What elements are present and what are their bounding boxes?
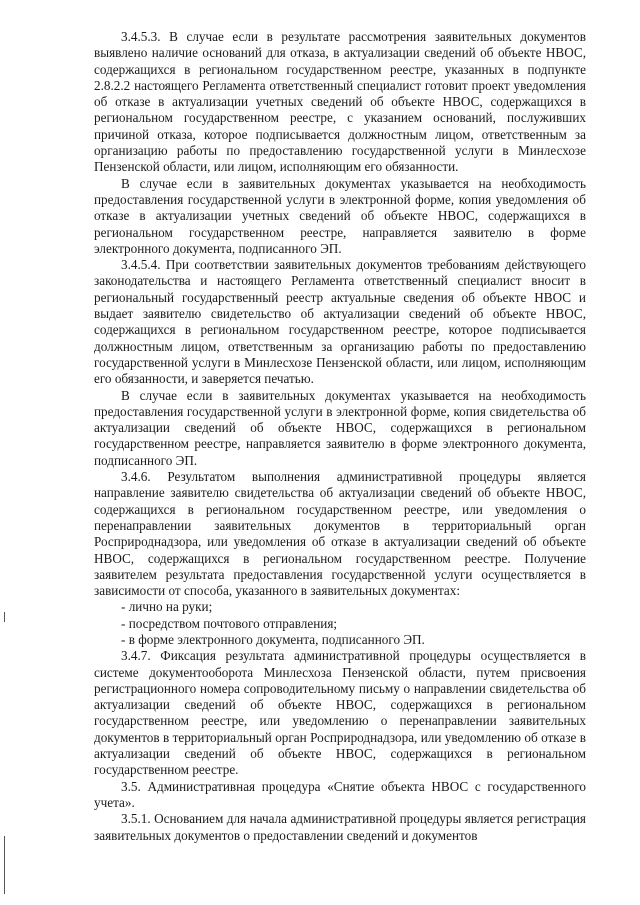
list-item-electronic: - в форме электронного документа, подписанного ЭП. — [121, 631, 425, 647]
paragraph-3-4-6: 3.4.6. Результатом выполнения административной процедуры является направление заявителю свидетельства об актуализации сведений об объекте НВОС, содержащихся в региональном государственном реестре, или уведомления о перенаправлении заявительных документов в территориальный орган Росприроднадзора, или уведомления об отказе в актуализации сведений об объекте НВОС, содержащихся в региональном государственном реестре. Получение заявителем результата предоставления государственной услуги осуществляется в зависимости от способа, указанного в заявительных документах: — [94, 469, 586, 599]
paragraph-3-5-1: 3.5.1. Основанием для начала административной процедуры является регистрация заявительных документов о предоставлении сведений и документов — [94, 811, 586, 843]
paragraph-electronic-certificate: В случае если в заявительных документах указывается на необходимость предоставления государственной услуги в электронной форме, копия свидетельства об актуализации сведений об объекте НВОС, содержащихся в региональном государственном реестре, направляется заявителю в форме электронного документа, подписанного ЭП. — [94, 387, 586, 468]
margin-scan-line-bottom — [4, 836, 5, 894]
paragraph-3-4-5-4: 3.4.5.4. При соответствии заявительных документов требованиям действующего законодательства и настоящего Регламента ответственный специалист вносит в региональный государственный реестр актуальные сведения об объекте НВОС и выдает заявителю свидетельство об актуализации сведений об объекте НВОС, содержащихся в региональном государственном реестре, которое подписывается должностным лицом, ответственным за организацию работы по предоставлению государственной услуги в Минлесхозе Пензенской области, или лицом, исполняющим его обязанности, и заверяется печатью. — [94, 257, 586, 387]
paragraph-3-5: 3.5. Административная процедура «Снятие объекта НВОС с государственного учета». — [94, 778, 586, 810]
list-item-in-person: - лично на руки; — [121, 599, 213, 615]
paragraph-electronic-refusal: В случае если в заявительных документах указывается на необходимость предоставления государственной услуги в электронной форме, копия уведомления об отказе в актуализации учетных сведений об объекте НВОС, содержащихся в региональном государственном реестре, направляется заявителю в форме электронного документа, подписанного ЭП. — [94, 175, 586, 256]
list-item-by-mail: - посредством почтового отправления; — [121, 615, 338, 631]
document-page — [94, 29, 586, 844]
paragraph-3-4-7: 3.4.7. Фиксация результата административной процедуры осуществляется в системе документооборота Минлесхоза Пензенской области, путем присвоения регистрационного номера сопроводительному письму о направлении свидетельства об актуализации сведений об объекте НВОС, содержащихся в региональном государственном реестре, или уведомлению о перенаправлении заявительных документов в территориальный орган Росприроднадзора, или уведомлению об отказе в актуализации сведений об объекте НВОС, содержащихся в региональном государственном реестре. — [94, 648, 586, 778]
margin-scan-line-top — [4, 612, 5, 622]
paragraph-3-4-5-3: 3.4.5.3. В случае если в результате рассмотрения заявительных документов выявлено наличие оснований для отказа, в актуализации сведений об объекте НВОС, содержащихся в региональном государственном реестре, указанных в подпункте 2.8.2.2 настоящего Регламента ответственный специалист готовит проект уведомления об отказе в актуализации учетных сведений об объекте НВОС, содержащихся в региональном государственном реестре, с указанием оснований, послуживших причиной отказа, которое подписывается должностным лицом, ответственным за организацию работы по предоставлению государственной услуги в Минлесхозе Пензенской области, или лицом, исполняющим его обязанности. — [94, 29, 586, 175]
